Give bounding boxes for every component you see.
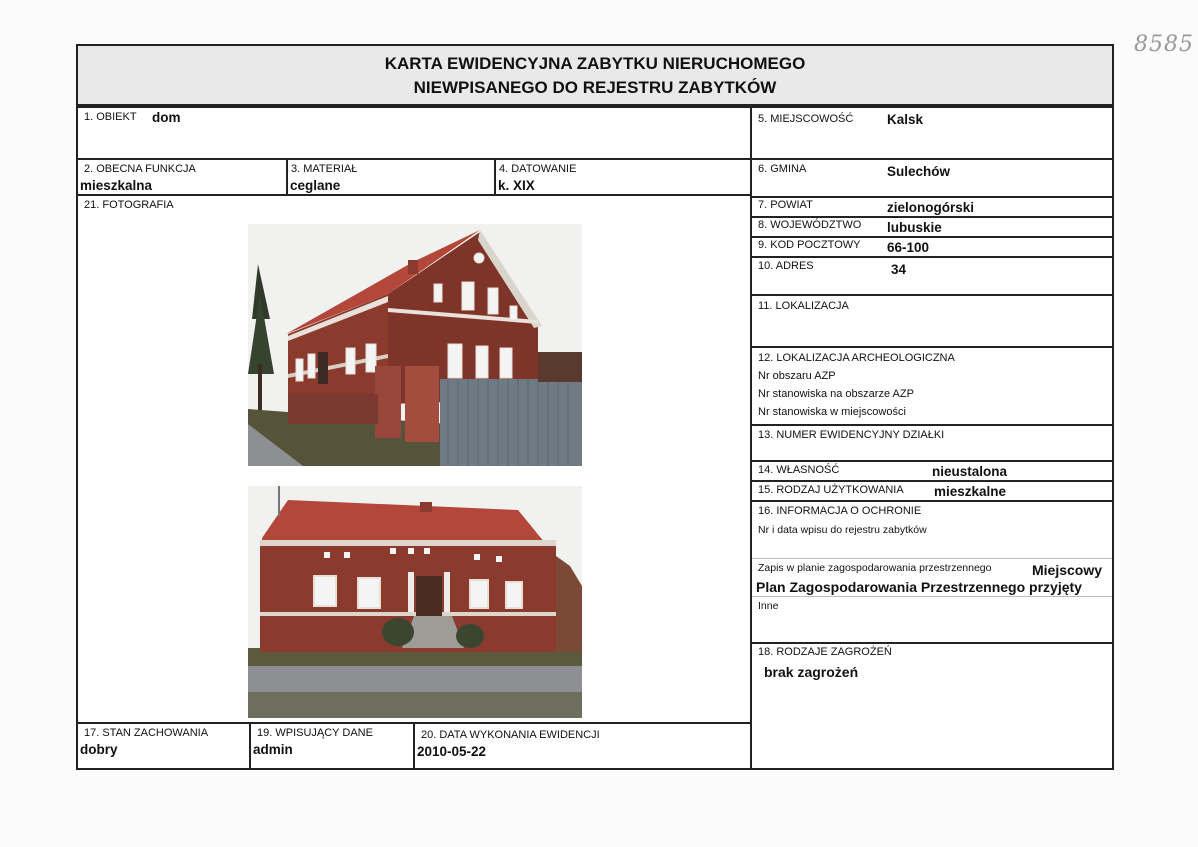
field-label: 5. MIEJSCOWOŚĆ xyxy=(758,113,854,125)
photo-building-side xyxy=(248,224,582,466)
field-ochrona xyxy=(750,500,1114,644)
field-value: mieszkalne xyxy=(934,484,1007,499)
field-datowanie xyxy=(494,158,752,196)
photo-building-side-image xyxy=(248,224,582,466)
field-label: 7. POWIAT xyxy=(758,199,813,211)
field-label: 8. WOJEWÓDZTWO xyxy=(758,219,862,231)
field-value: k. XIX xyxy=(498,178,535,193)
field-zagrozenia xyxy=(750,642,1114,770)
field-value: lubuskie xyxy=(887,220,942,235)
field-data xyxy=(413,722,752,770)
field-label: 11. LOKALIZACJA xyxy=(758,300,849,312)
field-label: 12. LOKALIZACJA ARCHEOLOGICZNA xyxy=(758,352,955,364)
ochrona-rejestr: Nr i data wpisu do rejestru zabytków xyxy=(758,524,927,536)
field-value: 2010-05-22 xyxy=(417,744,487,759)
field-value: zielonogórski xyxy=(887,200,975,215)
handwritten-number: 8585 xyxy=(1134,32,1194,57)
field-uzytkowanie xyxy=(750,480,1114,502)
title-line-2: NIEWPISANEGO DO REJESTRU ZABYTKÓW xyxy=(413,78,777,97)
field-value: ceglane xyxy=(290,178,341,193)
field-label: 6. GMINA xyxy=(758,163,807,175)
field-archeo xyxy=(750,346,1114,426)
field-label: 3. MATERIAŁ xyxy=(291,163,358,175)
field-kod xyxy=(750,236,1114,258)
ochrona-plan-value-1: Miejscowy xyxy=(1032,562,1103,578)
field-obiekt xyxy=(76,106,752,160)
title-line-1: KARTA EWIDENCYJNA ZABYTKU NIERUCHOMEGO xyxy=(384,54,806,73)
field-value: mieszkalna xyxy=(80,178,153,193)
field-dzialka xyxy=(750,424,1114,462)
field-label: 14. WŁASNOŚĆ xyxy=(758,464,840,476)
field-lokalizacja xyxy=(750,294,1114,348)
field-value: Sulechów xyxy=(887,164,951,179)
field-label: 21. FOTOGRAFIA xyxy=(84,199,174,211)
field-label: 1. OBIEKT xyxy=(84,111,137,123)
field-funkcja xyxy=(76,158,288,196)
field-fotografia xyxy=(76,194,752,724)
field-value: dobry xyxy=(80,742,118,757)
field-value: dom xyxy=(152,110,181,125)
photo-building-front-image xyxy=(248,486,582,718)
field-value: 66-100 xyxy=(887,240,930,255)
field-label: 20. DATA WYKONANIA EWIDENCJI xyxy=(421,729,600,741)
field-label: 17. STAN ZACHOWANIA xyxy=(84,727,209,739)
photo-building-front xyxy=(248,486,582,718)
field-value: 34 xyxy=(891,262,907,277)
field-value: brak zagrożeń xyxy=(764,664,859,680)
field-material xyxy=(286,158,496,196)
field-label: 9. KOD POCZTOWY xyxy=(758,239,861,251)
field-label: 19. WPISUJĄCY DANE xyxy=(257,727,373,739)
field-stan xyxy=(76,722,251,770)
field-wlasnosc xyxy=(750,460,1114,482)
field-label: 15. RODZAJ UŻYTKOWANIA xyxy=(758,484,904,496)
field-label: 2. OBECNA FUNKCJA xyxy=(84,163,196,175)
field-label: 4. DATOWANIE xyxy=(499,163,577,175)
field-wojewodztwo xyxy=(750,216,1114,238)
archeo-line-1: Nr obszaru AZP xyxy=(758,370,836,382)
archeo-line-3: Nr stanowiska w miejscowości xyxy=(758,406,906,418)
field-value: nieustalona xyxy=(932,464,1008,479)
divider xyxy=(752,596,1112,597)
field-value: admin xyxy=(253,742,293,757)
field-label: 10. ADRES xyxy=(758,260,814,272)
divider xyxy=(752,558,1112,559)
archeo-line-2: Nr stanowiska na obszarze AZP xyxy=(758,388,914,400)
ochrona-plan-value-2: Plan Zagospodarowania Przestrzennego przyjęty xyxy=(756,579,1082,595)
field-miejscowosc xyxy=(750,106,1114,160)
ochrona-plan-label: Zapis w planie zagospodarowania przestrzennego xyxy=(758,562,992,574)
field-label: 18. RODZAJE ZAGROŻEŃ xyxy=(758,646,892,658)
field-label: 13. NUMER EWIDENCYJNY DZIAŁKI xyxy=(758,429,945,441)
field-powiat xyxy=(750,196,1114,218)
ochrona-inne: Inne xyxy=(758,600,779,612)
field-label: 16. INFORMACJA O OCHRONIE xyxy=(758,505,922,517)
card-title xyxy=(76,44,1114,106)
field-wpisujacy xyxy=(249,722,415,770)
field-value: Kalsk xyxy=(887,112,924,127)
field-gmina xyxy=(750,158,1114,198)
field-adres xyxy=(750,256,1114,296)
